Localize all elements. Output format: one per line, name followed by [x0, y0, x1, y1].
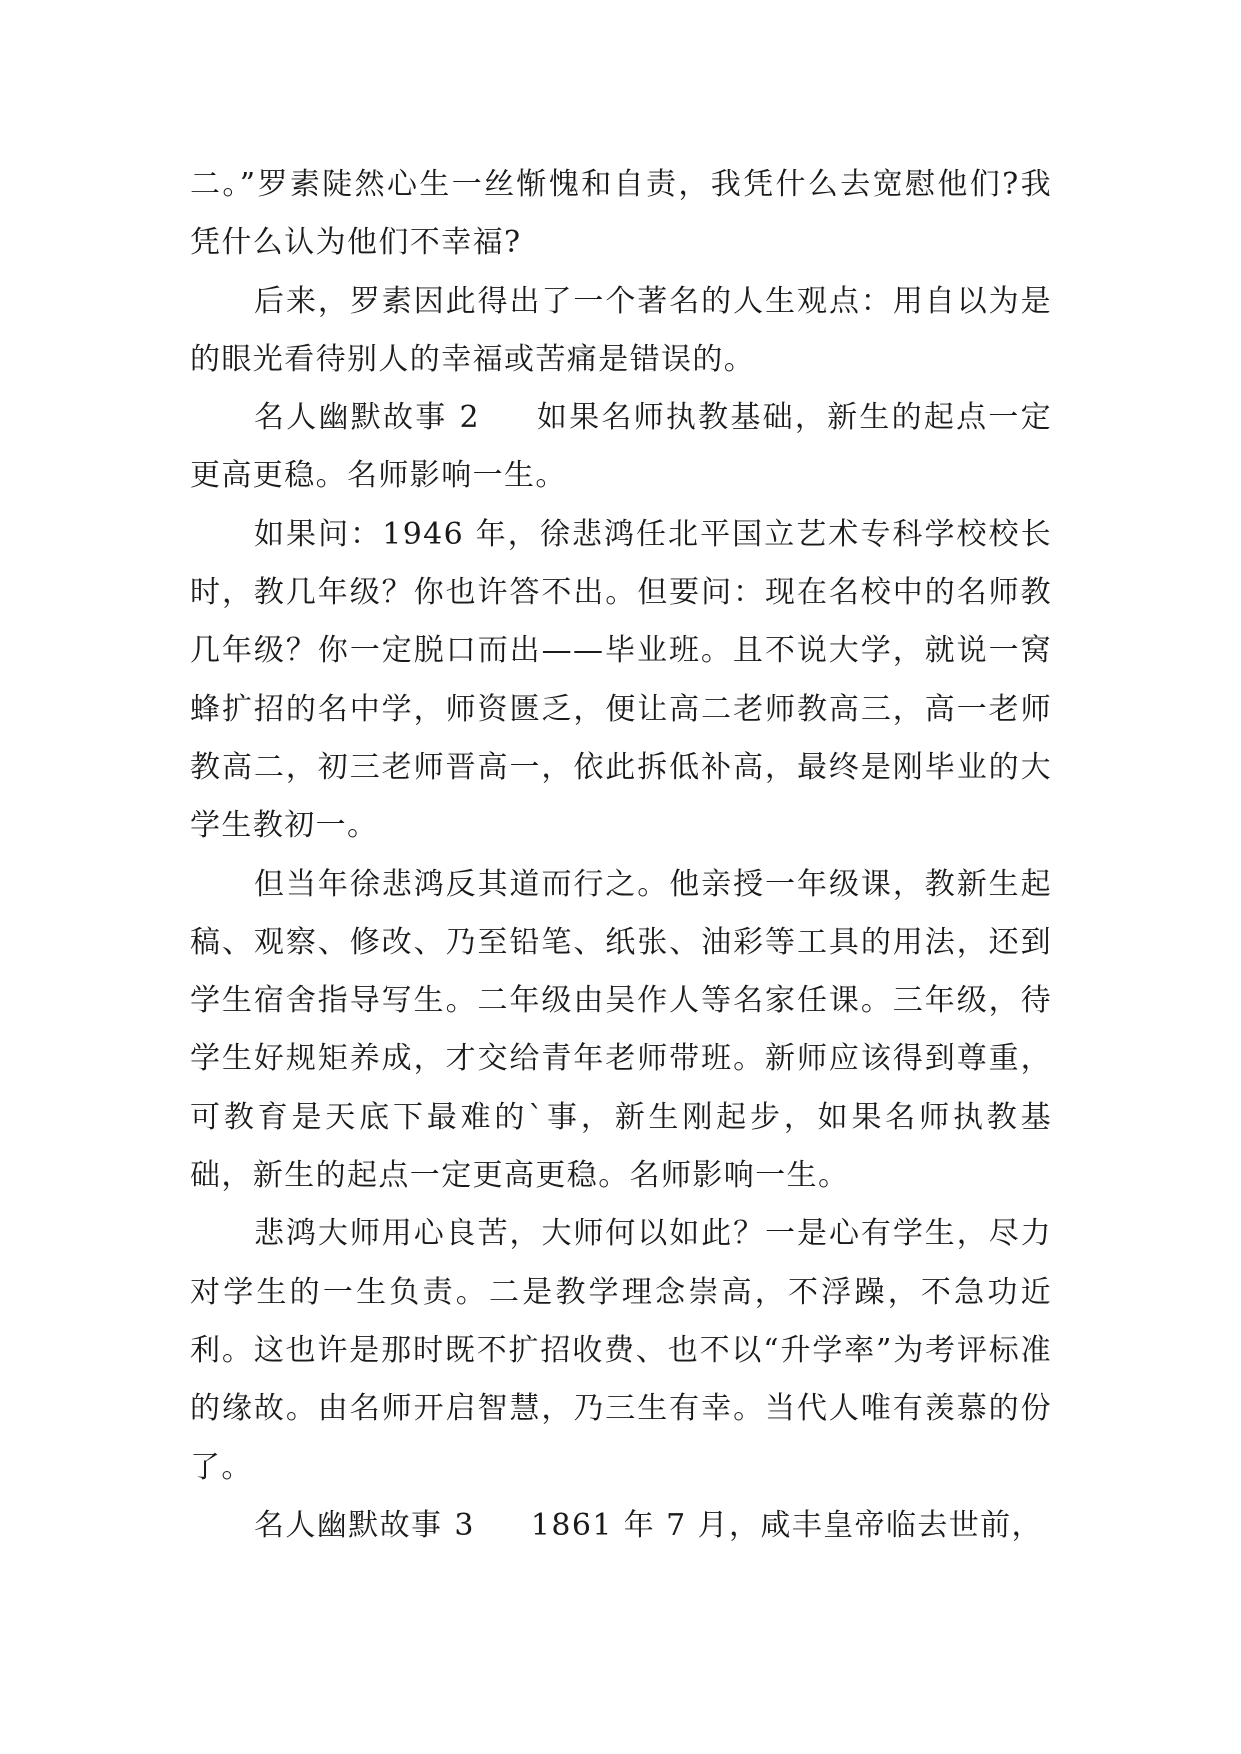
paragraph-text: 悲鸿大师用心良苦，大师何以如此？一是心有学生，尽力对学生的一生负责。二是教学理念崇高，不浮躁，不急功近利。这也许是那时既不扩招收费、也不以“升学率”为考评标准的缘故。由名师开启智慧，乃三生有幸。当代人唯有羡慕的份了。: [190, 1216, 1052, 1485]
paragraph-text: 但当年徐悲鸿反其道而行之。他亲授一年级课，教新生起稿、观察、修改、乃至铅笔、纸张、油彩等工具的用法，还到学生宿舍指导写生。二年级由吴作人等名家任课。三年级，待学生好规矩养成，才交给青年老师带班。新师应该得到尊重，可教育是天底下最难的`事，新生刚起步，如果名师执教基础，新生的起点一定更高更稳。名师影响一生。: [190, 866, 1052, 1194]
paragraph-text: 后来，罗素因此得出了一个著名的人生观点：用自以为是的眼光看待别人的幸福或苦痛是错误的。: [190, 283, 1052, 377]
story-heading: 名人幽默故事: [254, 1507, 443, 1543]
paragraph-text: 1861 年 7 月，咸丰皇帝临去世前，: [530, 1507, 1043, 1543]
paragraph: [190, 273, 1052, 390]
paragraph-text: 二。”罗素陡然心生一丝惭愧和自责，我凭什么去宽慰他们?我凭什么认为他们不幸福?: [190, 167, 1052, 261]
story-heading: 名人幽默故事: [254, 400, 448, 436]
story-paragraph: [190, 1497, 1052, 1555]
story-number: 3: [454, 1507, 475, 1543]
story-paragraph: [190, 389, 1052, 506]
paragraph: [190, 856, 1052, 1206]
paragraph-text: 如果问：1946 年，徐悲鸿任北平国立艺术专科学校校长时，教几年级？你也许答不出。但要问：现在名校中的名师教几年级？你一定脱口而出——毕业班。且不说大学，就说一窝蜂扩招的名中学，师资匮乏，便让高二老师教高三，高一老师教高二，初三老师晋高一，依此拆低补高，最终是刚毕业的大学生教初一。: [190, 516, 1052, 844]
paragraph: [190, 1205, 1052, 1496]
paragraph-text: 如果名师执教基础，新生的起点一定更高更稳。名师影响一生。: [190, 400, 1052, 494]
paragraph: [190, 156, 1052, 273]
story-number: 2: [459, 400, 480, 436]
document-body: [190, 156, 1052, 1555]
paragraph: [190, 506, 1052, 856]
